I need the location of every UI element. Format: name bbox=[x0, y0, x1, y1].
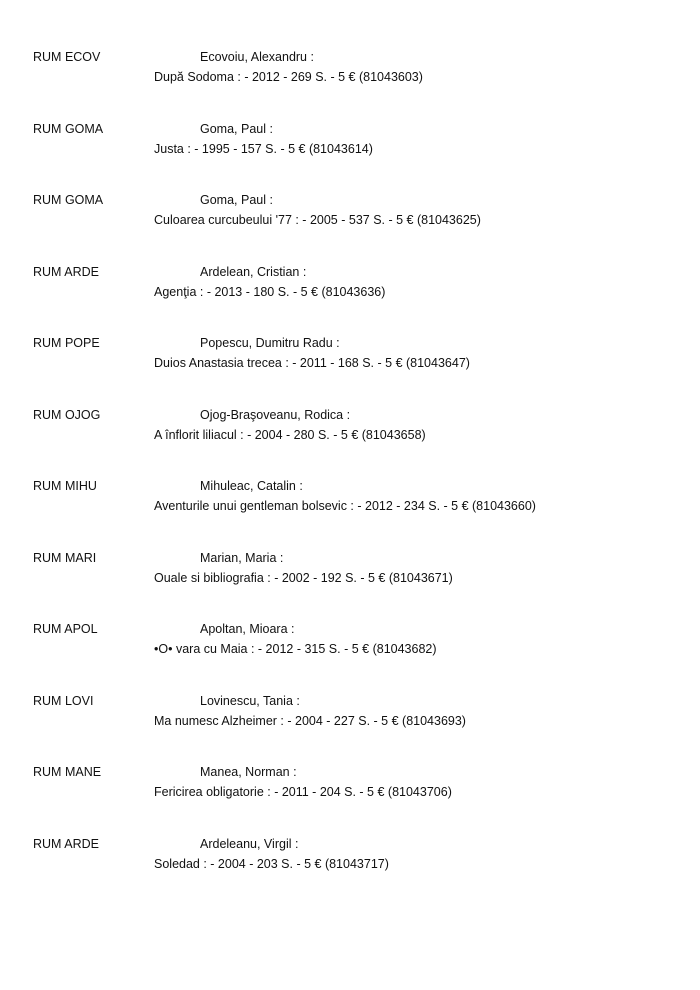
title-details: După Sodoma : - 2012 - 269 S. - 5 € (81043603) bbox=[154, 70, 423, 84]
title-details: A înflorit liliacul : - 2004 - 280 S. - 5 € (81043658) bbox=[154, 427, 426, 442]
shelf-signature: RUM MANE bbox=[33, 765, 102, 779]
shelf-signature: RUM LOVI bbox=[33, 693, 94, 708]
author-name: Goma, Paul : bbox=[200, 121, 273, 136]
title-details: Culoarea curcubeului '77 : - 2005 - 537 S. - 5 € (81043625) bbox=[154, 213, 481, 227]
title-details: Duios Anastasia trecea : - 2011 - 168 S. - 5 € (81043647) bbox=[154, 356, 470, 370]
title-details: Soledad : - 2004 - 203 S. - 5 € (81043717) bbox=[154, 856, 389, 871]
shelf-signature: RUM MARI bbox=[33, 550, 97, 565]
catalog-entry bbox=[0, 694, 700, 738]
catalog-entry bbox=[0, 622, 700, 666]
shelf-signature: RUM ARDE bbox=[33, 264, 99, 279]
title-details: •O• vara cu Maia : - 2012 - 315 S. - 5 € (81043682) bbox=[154, 642, 437, 656]
shelf-signature: RUM GOMA bbox=[33, 193, 104, 207]
catalog-entry bbox=[0, 122, 700, 166]
shelf-signature: RUM ECOV bbox=[33, 50, 101, 64]
catalog-entry bbox=[0, 336, 700, 380]
title-details: Fericirea obligatorie : - 2011 - 204 S. - 5 € (81043706) bbox=[154, 785, 452, 799]
title-details: Aventurile unui gentleman bolsevic : - 2012 - 234 S. - 5 € (81043660) bbox=[154, 499, 536, 513]
title-details: Justa : - 1995 - 157 S. - 5 € (81043614) bbox=[154, 141, 373, 156]
catalog-entry bbox=[0, 765, 700, 809]
catalog-entry bbox=[0, 50, 700, 94]
shelf-signature: RUM ARDE bbox=[33, 836, 99, 851]
shelf-signature: RUM POPE bbox=[33, 336, 100, 350]
author-name: Ardelean, Cristian : bbox=[200, 264, 307, 279]
author-name: Lovinescu, Tania : bbox=[200, 693, 300, 708]
author-name: Apoltan, Mioara : bbox=[200, 622, 295, 636]
author-name: Goma, Paul : bbox=[200, 193, 273, 207]
catalog-entry bbox=[0, 479, 700, 523]
shelf-signature: RUM MIHU bbox=[33, 479, 97, 493]
author-name: Mihuleac, Catalin : bbox=[200, 479, 303, 493]
shelf-signature: RUM GOMA bbox=[33, 121, 104, 136]
author-name: Manea, Norman : bbox=[200, 765, 297, 779]
author-name: Popescu, Dumitru Radu : bbox=[200, 336, 340, 350]
author-name: Marian, Maria : bbox=[200, 550, 284, 565]
catalog-entry bbox=[0, 551, 700, 595]
title-details: Ma numesc Alzheimer : - 2004 - 227 S. - 5 € (81043693) bbox=[154, 713, 466, 728]
title-details: Ouale si bibliografia : - 2002 - 192 S. - 5 € (81043671) bbox=[154, 570, 453, 585]
author-name: Ecovoiu, Alexandru : bbox=[200, 50, 314, 64]
shelf-signature: RUM APOL bbox=[33, 622, 98, 636]
author-name: Ardeleanu, Virgil : bbox=[200, 836, 299, 851]
title-details: Agenţia : - 2013 - 180 S. - 5 € (81043636) bbox=[154, 284, 386, 299]
catalog-entry bbox=[0, 193, 700, 237]
shelf-signature: RUM OJOG bbox=[33, 407, 101, 422]
catalog-entry bbox=[0, 265, 700, 309]
catalog-entry bbox=[0, 408, 700, 452]
catalog-entry bbox=[0, 837, 700, 881]
author-name: Ojog-Braşoveanu, Rodica : bbox=[200, 407, 351, 422]
